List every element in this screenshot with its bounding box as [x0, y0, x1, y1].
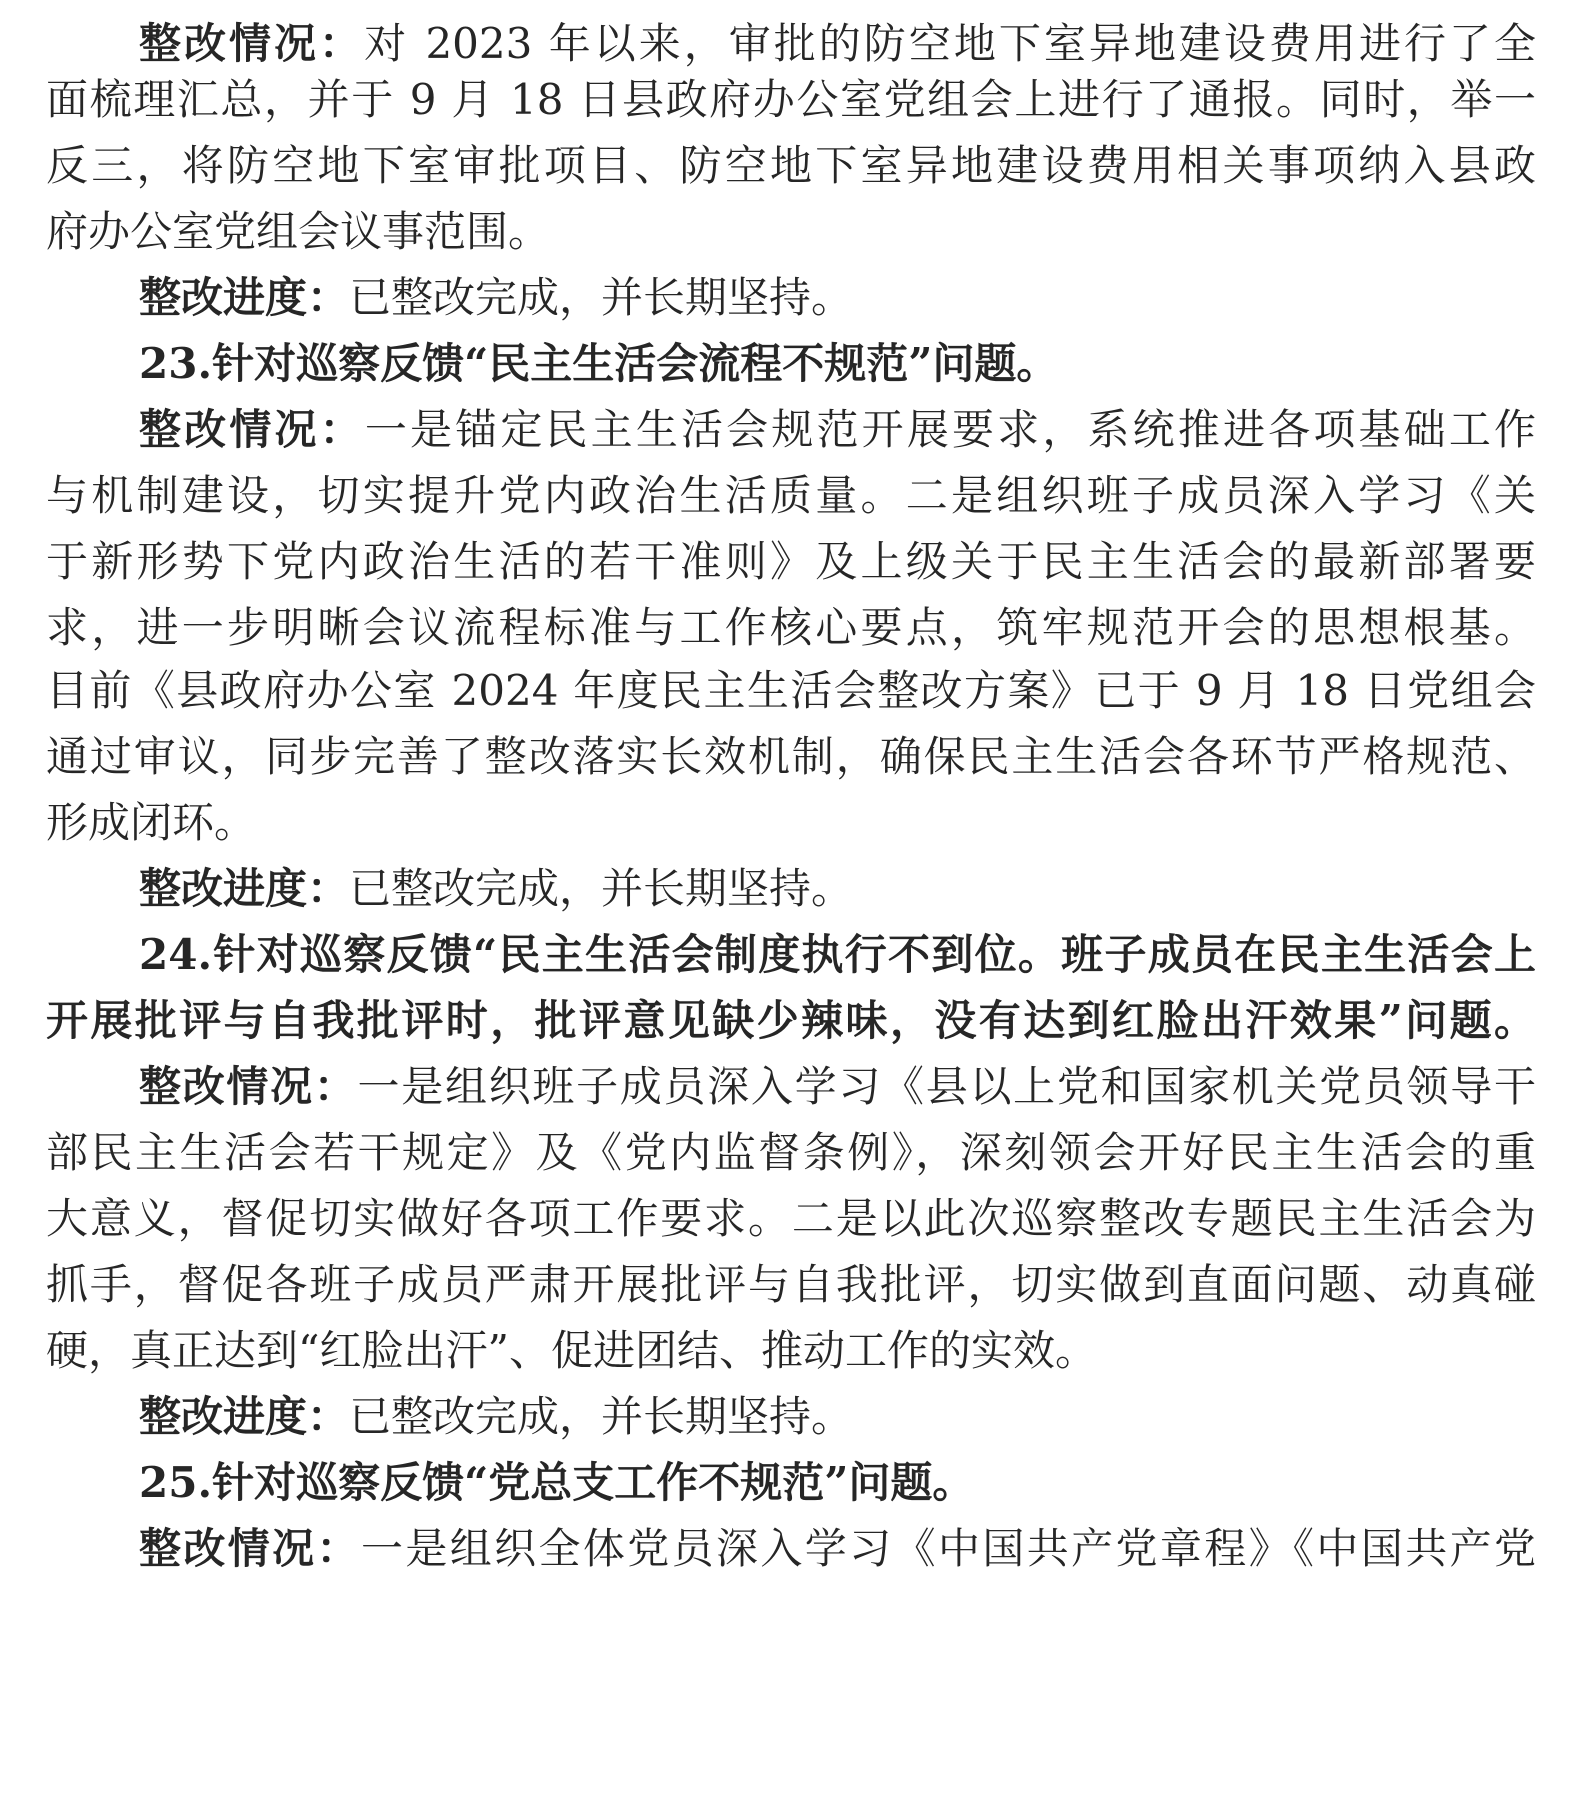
paragraph-line: 面梳理汇总，并于 9 月 18 日县政府办公室党组会上进行了通报。同时，举一 [46, 75, 1536, 124]
paragraph-line: 反三，将防空地下室审批项目、防空地下室异地建设费用相关事项纳入县政 [46, 141, 1536, 190]
paragraph-line: 部民主生活会若干规定》及《党内监督条例》，深刻领会开好民主生活会的重 [46, 1128, 1536, 1177]
paragraph-text: 已整改完成，并长期坚持。 [349, 864, 854, 913]
paragraph-line: 与机制建设，切实提升党内政治生活质量。二是组织班子成员深入学习《关 [46, 471, 1536, 520]
paragraph-text: 一是组织全体党员深入学习《中国共产党章程》《中国共产党 [360, 1524, 1536, 1573]
item-number: 25. [139, 1458, 213, 1507]
item-heading-24 [139, 918, 1536, 992]
item-heading-25 [139, 1446, 974, 1520]
item-number: 23. [139, 339, 213, 388]
paragraph-text: 一是锚定民主生活会规范开展要求，系统推进各项基础工作 [364, 405, 1536, 454]
paragraph-line: 形成闭环。 [46, 798, 257, 847]
document-page [46, 0, 1536, 1797]
item-heading-23 [139, 327, 1058, 401]
rectification-progress-label: 整改进度： [139, 273, 350, 322]
paragraph-text: 已整改完成，并长期坚持。 [349, 273, 854, 322]
paragraph-line: 府办公室党组会议事范围。 [46, 207, 551, 256]
paragraph-line: 抓手，督促各班子成员严肃开展批评与自我批评，切实做到直面问题、动真碰 [46, 1260, 1536, 1309]
rectification-progress-paragraph [139, 852, 853, 926]
item-heading-line: 开展批评与自我批评时，批评意见缺少辣味，没有达到红脸出汗效果”问题。 [46, 996, 1536, 1045]
rectification-status-label: 整改情况： [139, 405, 365, 454]
item-heading-text: 针对巡察反馈“民主生活会制度执行不到位。班子成员在民主生活会上 [212, 930, 1536, 979]
rectification-status-paragraph [139, 1512, 1536, 1586]
paragraph-line: 通过审议，同步完善了整改落实长效机制，确保民主生活会各环节严格规范、 [46, 732, 1536, 781]
paragraph-line: 于新形势下党内政治生活的若干准则》及上级关于民主生活会的最新部署要 [46, 537, 1536, 586]
rectification-progress-label: 整改进度： [139, 864, 350, 913]
rectification-status-paragraph [139, 1050, 1536, 1124]
item-heading-text: 针对巡察反馈“党总支工作不规范”问题。 [212, 1458, 975, 1507]
rectification-progress-label: 整改进度： [139, 1392, 350, 1441]
paragraph-line: 目前《县政府办公室 2024 年度民主生活会整改方案》已于 9 月 18 日党组会 [46, 666, 1536, 715]
paragraph-line: 求，进一步明晰会议流程标准与工作核心要点，筑牢规范开会的思想根基。 [46, 603, 1536, 652]
rectification-status-label: 整改情况： [139, 1524, 361, 1573]
rectification-status-label: 整改情况： [139, 1062, 358, 1111]
paragraph-line: 硬，真正达到“红脸出汗”、促进团结、推动工作的实效。 [46, 1326, 1097, 1375]
paragraph-line: 大意义，督促切实做好各项工作要求。二是以此次巡察整改专题民主生活会为 [46, 1194, 1536, 1243]
rectification-progress-paragraph [139, 261, 853, 335]
item-number: 24. [139, 930, 213, 979]
paragraph-text: 一是组织班子成员深入学习《县以上党和国家机关党员领导干 [357, 1062, 1536, 1111]
rectification-status-label: 整改情况： [139, 19, 365, 68]
rectification-progress-paragraph [139, 1380, 853, 1454]
paragraph-text: 已整改完成，并长期坚持。 [349, 1392, 854, 1441]
paragraph-text: 对 2023 年以来，审批的防空地下室异地建设费用进行了全 [364, 19, 1536, 68]
rectification-status-paragraph [139, 393, 1536, 467]
item-heading-text: 针对巡察反馈“民主生活会流程不规范”问题。 [212, 339, 1059, 388]
